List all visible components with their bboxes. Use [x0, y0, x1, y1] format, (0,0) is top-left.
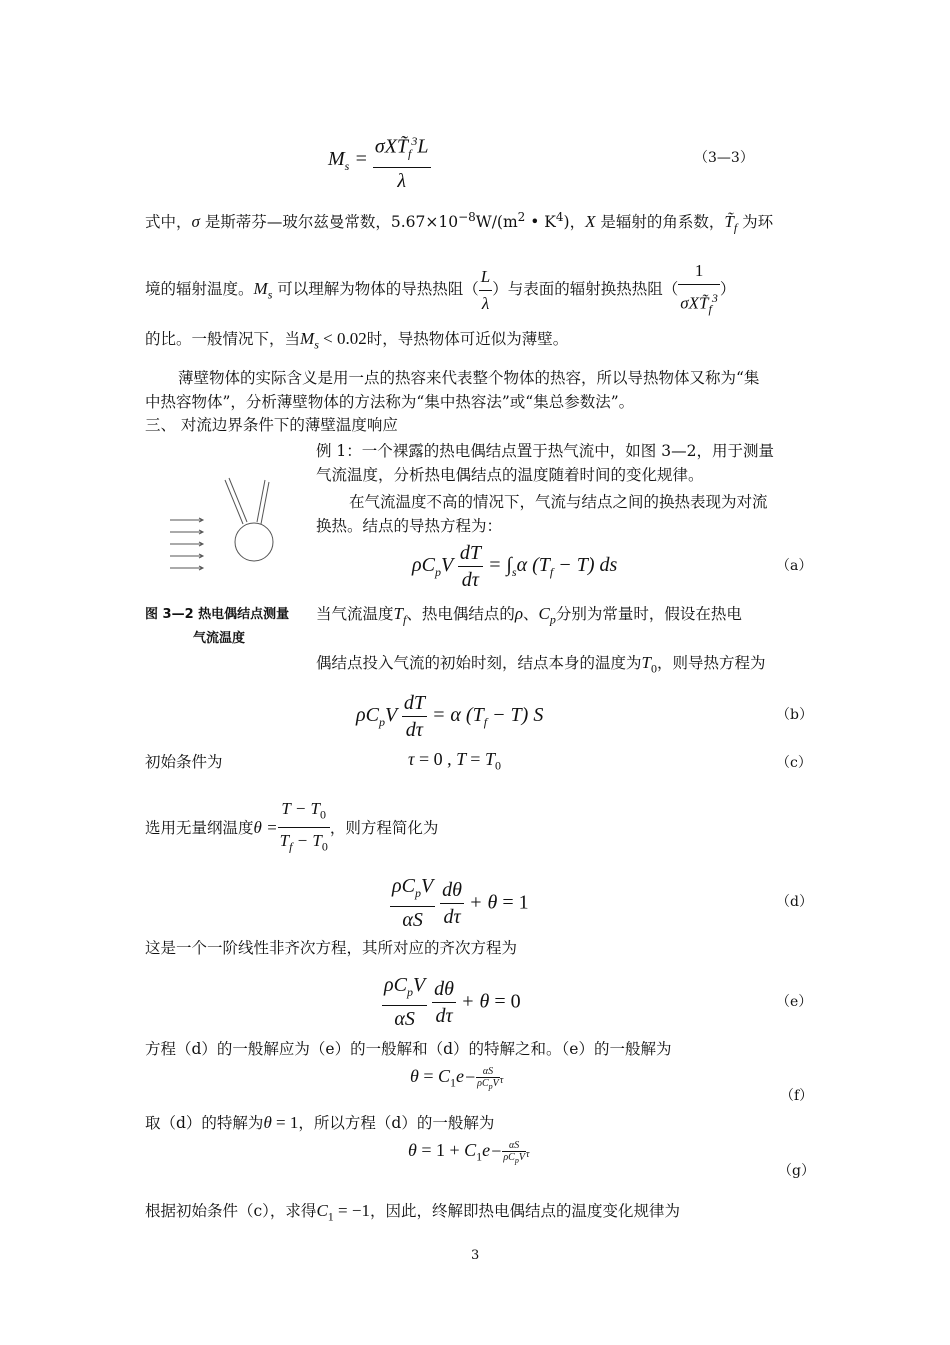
equation-3-3: $M_s$ = $\frac{\sigma XT̃_f^3L}{\lambda}$ [328, 128, 431, 194]
paragraph-line: 中热容物体”，分析薄壁物体的方法称为“集中热容法”或“集总参数法”。 [145, 393, 635, 411]
paragraph-line: 取（d）的特解为θ = 1，所以方程（d）的一般解为 [145, 1113, 495, 1132]
figure-caption: 气流温度 [193, 631, 246, 646]
paragraph-line: 当气流温度$T_f$、热电偶结点的ρ、$C_p$分别为常量时，假设在热电 [316, 604, 742, 627]
thermocouple-wire [261, 482, 269, 524]
page-number: 3 [471, 1248, 480, 1263]
equation-g: $\theta = 1 + C_1e-$ $\frac{\alpha S}{\rho C_pV}$ τ [408, 1140, 530, 1165]
paragraph-line: 气流温度，分析热电偶结点的温度随着时间的变化规律。 [316, 466, 704, 484]
paragraph-line: 偶结点投入气流的初始时刻，结点本身的温度为$T_0$，则导热方程为 [316, 653, 766, 676]
equation-a: $\rho C_pV$ $\frac{dT}{d\tau}$ = $\int_s\alpha$ $(T_f - T)$ ds [412, 542, 618, 591]
equation-number: （c） [776, 755, 812, 771]
equation-number: （3—3） [694, 150, 754, 166]
figure-caption: 图 3—2 热电偶结点测量 [145, 607, 290, 622]
paragraph-line: 式中，σ 是斯蒂芬—玻尔兹曼常数，$5.67\times 10^{-8}W/(m^2$ • $K^4$)，X 是辐射的角系数，$T̃_f$ 为环 [145, 210, 774, 235]
equation-number: （a） [776, 558, 813, 574]
paragraph-line: 例 1：一个裸露的热电偶结点置于热气流中，如图 3—2，用于测量 [316, 442, 774, 460]
equation-b: $\rho C_pV$ $\frac{dT}{d\tau}$ = α $(T_f - T)$ S [356, 692, 544, 741]
paragraph-line: 在气流温度不高的情况下，气流与结点之间的换热表现为对流 [349, 493, 768, 511]
paragraph-line: 的比。一般情况下，当$M_s < 0.02$时，导热物体可近似为薄壁。 [145, 329, 569, 352]
paragraph-line: 薄壁物体的实际含义是用一点的热容来代表整个物体的热容，所以导热物体又称为“集 [178, 369, 760, 387]
equation-c: τ = 0 , $T = T_0$ [408, 749, 501, 773]
equation-number: （d） [776, 894, 813, 910]
section-heading: 三、 对流边界条件下的薄壁温度响应 [145, 416, 398, 434]
equation-number: （g） [778, 1163, 815, 1179]
thermocouple-figure [165, 474, 285, 574]
paragraph-line: 这是一个一阶线性非齐次方程，其所对应的齐次方程为 [145, 939, 518, 957]
paragraph-line: 境的辐射温度。$M_s$ 可以理解为物体的导热热阻（ $\frac{L}{\lambda}$ ）与表面的辐射换热热阻（ $\frac{1}{\sigma XT̃_f^3}$ ） [145, 258, 735, 322]
initial-condition-label: 初始条件为 [145, 753, 223, 771]
equation-f: $\theta = C_1e-$ $\frac{\alpha S}{\rho C_pV}$ τ [410, 1066, 504, 1091]
equation-number: （f） [780, 1088, 814, 1104]
equation-e: $\frac{\rho C_pV}{\alpha S}$ $\frac{d\theta}{d\tau}$ + θ = 0 [384, 974, 521, 1030]
paragraph-line: 根据初始条件（c），求得$C_1 = -1$，因此，终解即热电偶结点的温度变化规律为 [145, 1201, 680, 1224]
equation-number: （b） [776, 707, 813, 723]
thermocouple-wire [229, 478, 247, 522]
paragraph-line: 换热。结点的导热方程为： [316, 517, 503, 535]
thermocouple-junction [235, 523, 273, 561]
thermocouple-wire [225, 480, 243, 524]
paragraph-line: 方程（d）的一般解应为（e）的一般解和（d）的特解之和。（e）的一般解为 [145, 1040, 672, 1058]
paragraph-line: 选用无量纲温度θ = $\frac{T - T_0}{T_f - T_0}$ ，则方程简化为 [145, 796, 438, 860]
thermocouple-wire [257, 480, 265, 522]
equation-d: $\frac{\rho C_pV}{\alpha S}$ $\frac{d\theta}{d\tau}$ + θ = 1 [392, 875, 529, 931]
equation-number: （e） [776, 994, 813, 1010]
